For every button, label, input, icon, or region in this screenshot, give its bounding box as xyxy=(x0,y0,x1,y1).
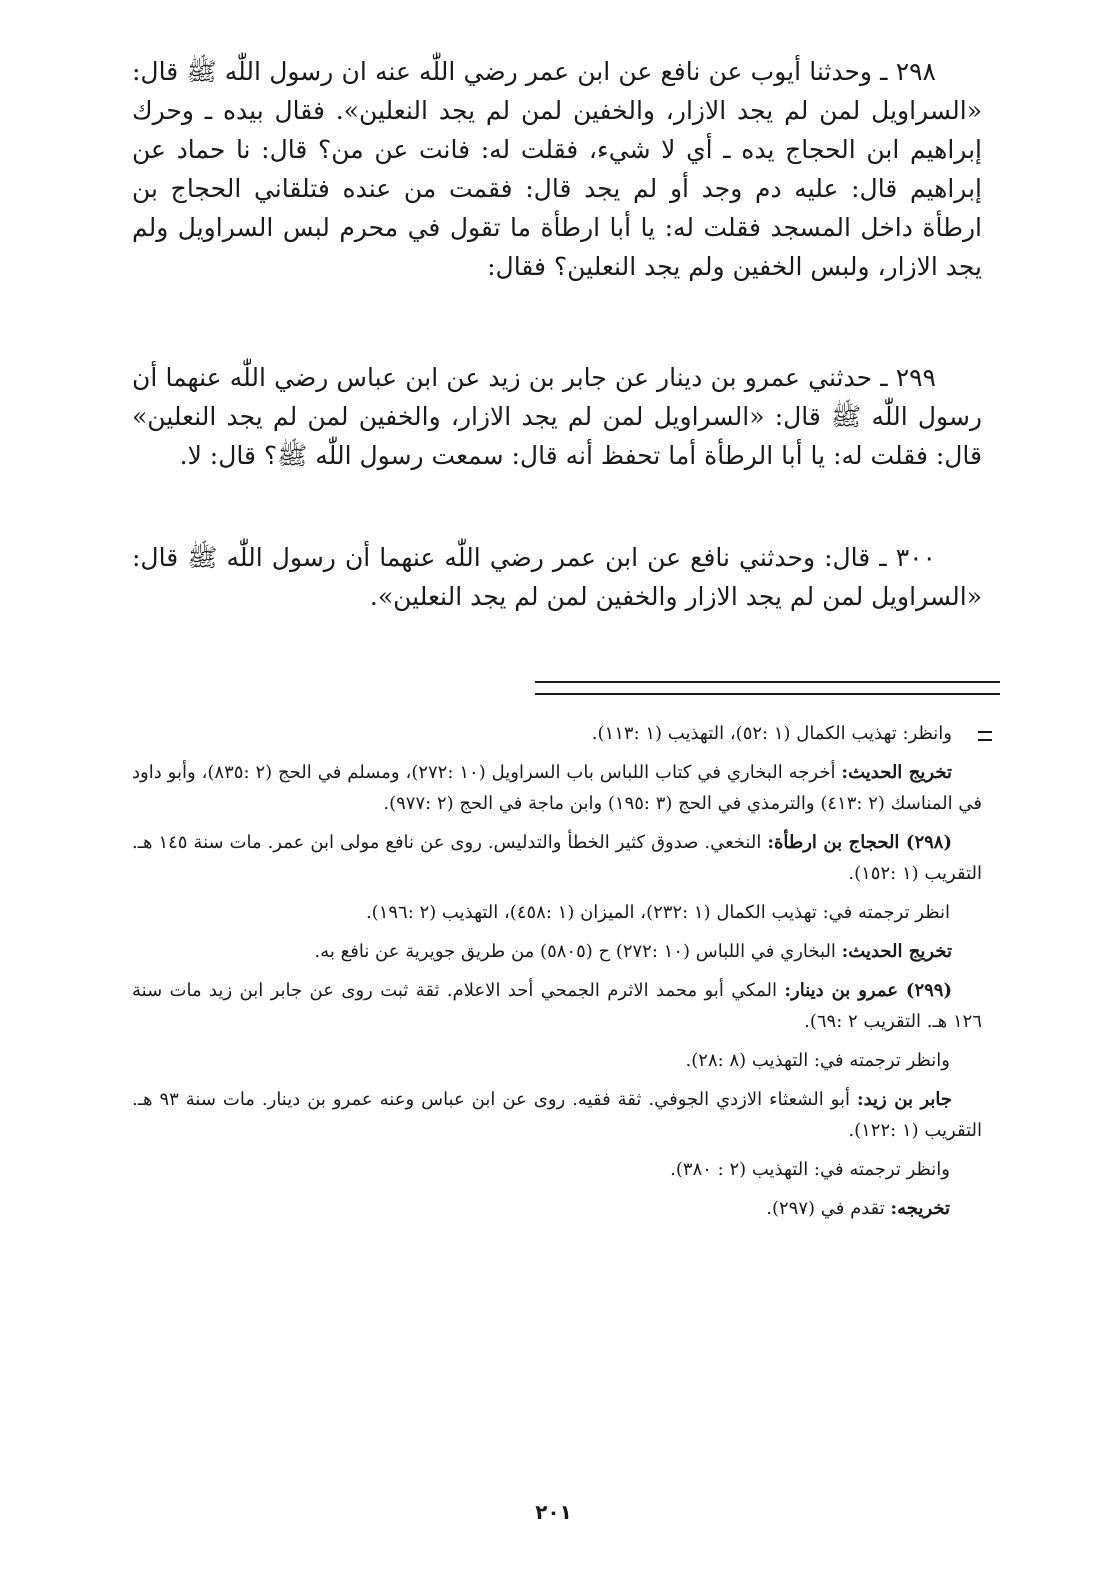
footnote-5-text: البخاري في اللباس (١٠ :٢٧٢) ح (٥٨٠٥) من طريق جويرية عن نافع به. xyxy=(314,941,842,962)
footnotes xyxy=(132,718,982,1232)
footnote-7: وانظر ترجمته في: التهذيب (٨ :٢٨). xyxy=(685,1050,950,1071)
footnote-1: وانظر: تهذيب الكمال (١ :٥٢)، التهذيب (١ :١١٣). xyxy=(591,723,952,744)
footnote-9: وانظر ترجمته في: التهذيب (٢ : ٣٨٠). xyxy=(670,1159,950,1180)
footnote-3 xyxy=(132,827,982,889)
footnote-3-label: (٢٩٨) الحجاج بن ارطأة: xyxy=(767,832,952,853)
footnote-5-label: تخريج الحديث: xyxy=(841,941,952,962)
hadith-298-text: ٢٩٨ ـ وحدثنا أيوب عن نافع عن ابن عمر رضي اللّٰه عنه ان رسول اللّٰه ﷺ قال: «السراويل لمن لم يجد الازار، والخفين لمن لم يجد النعلين». فقال بيده ـ وحرك إبراهيم ابن الحجاج يده ـ أي لا شيء، فقلت له: فانت عن من؟ قال: نا حماد عن إبراهيم قال: عليه دم وجد أو لم يجد قال: فقمت من عنده فتلقاني الحجاج بن ارطأة داخل المسجد فقلت له: يا أبا ارطأة ما تقول في محرم لبس السراويل ولم يجد الازار، ولبس الخفين ولم يجد النعلين؟ فقال: xyxy=(132,57,982,281)
footnote-6-text: المكي أبو محمد الاثرم الجمحي أحد الاعلام. ثقة ثبت روى عن جابر ابن زيد مات سنة ١٢٦ هـ. التقريب ٢ :٦٩). xyxy=(132,980,982,1032)
footnote-2-text: أخرجه البخاري في كتاب اللباس باب السراويل (١٠ :٢٧٢)، ومسلم في الحج (٢ :٨٣٥)، وأبو داود في المناسك (٢ :٤١٣) والترمذي في الحج (٣ :١٩٥) وابن ماجة في الحج (٢ :٩٧٧). xyxy=(132,762,982,814)
footnote-2 xyxy=(132,757,982,819)
hadith-299-text: ٢٩٩ ـ حدثني عمرو بن دينار عن جابر بن زيد عن ابن عباس رضي اللّٰه عنهما أن رسول اللّٰه ﷺ قال: «السراويل لمن لم يجد الازار، والخفين لمن لم يجد النعلين» قال: فقلت له: يا أبا الرطأة أما تحفظ أنه قال: سمعت رسول اللّٰه ﷺ؟ قال: لا. xyxy=(132,363,982,470)
footnote-4: انظر ترجمته في: تهذيب الكمال (١ :٢٣٢)، الميزان (١ :٤٥٨)، التهذيب (٢ :١٩٦). xyxy=(365,902,950,923)
footnote-3-text: النخعي. صدوق كثير الخطأ والتدليس. روى عن نافع مولى ابن عمر. مات سنة ١٤٥ هـ. التقريب (١ :١٥٢). xyxy=(132,832,982,884)
footnote-10-text: تقدم في (٢٩٧). xyxy=(766,1198,891,1219)
footnote-10 xyxy=(132,1193,982,1224)
footnote-6-label: (٢٩٩) عمرو بن دينار: xyxy=(784,980,952,1001)
footnote-2-label: تخريج الحديث: xyxy=(841,762,952,783)
footnote-6 xyxy=(132,975,982,1037)
hadith-300 xyxy=(132,538,982,616)
footnote-separator xyxy=(535,681,1000,695)
footnote-8-label: جابر بن زيد: xyxy=(856,1089,953,1110)
footnote-8-text: أبو الشعثاء الازدي الجوفي. ثقة فقيه. روى عن ابن عباس وعنه عمرو بن دينار. مات سنة ٩٣ هـ. التقريب (١ :١٢٢). xyxy=(132,1089,982,1141)
footnote-5 xyxy=(132,936,982,967)
page-number: ٢٠١ xyxy=(535,1500,572,1524)
footnote-8 xyxy=(132,1084,982,1146)
hadith-298 xyxy=(132,52,982,286)
hadith-299 xyxy=(132,358,982,475)
hadith-300-text: ٣٠٠ ـ قال: وحدثني نافع عن ابن عمر رضي اللّٰه عنهما أن رسول اللّٰه ﷺ قال: «السراويل لمن لم يجد الازار والخفين لمن لم يجد النعلين». xyxy=(132,543,982,611)
footnote-10-label: تخريجه: xyxy=(890,1198,950,1219)
